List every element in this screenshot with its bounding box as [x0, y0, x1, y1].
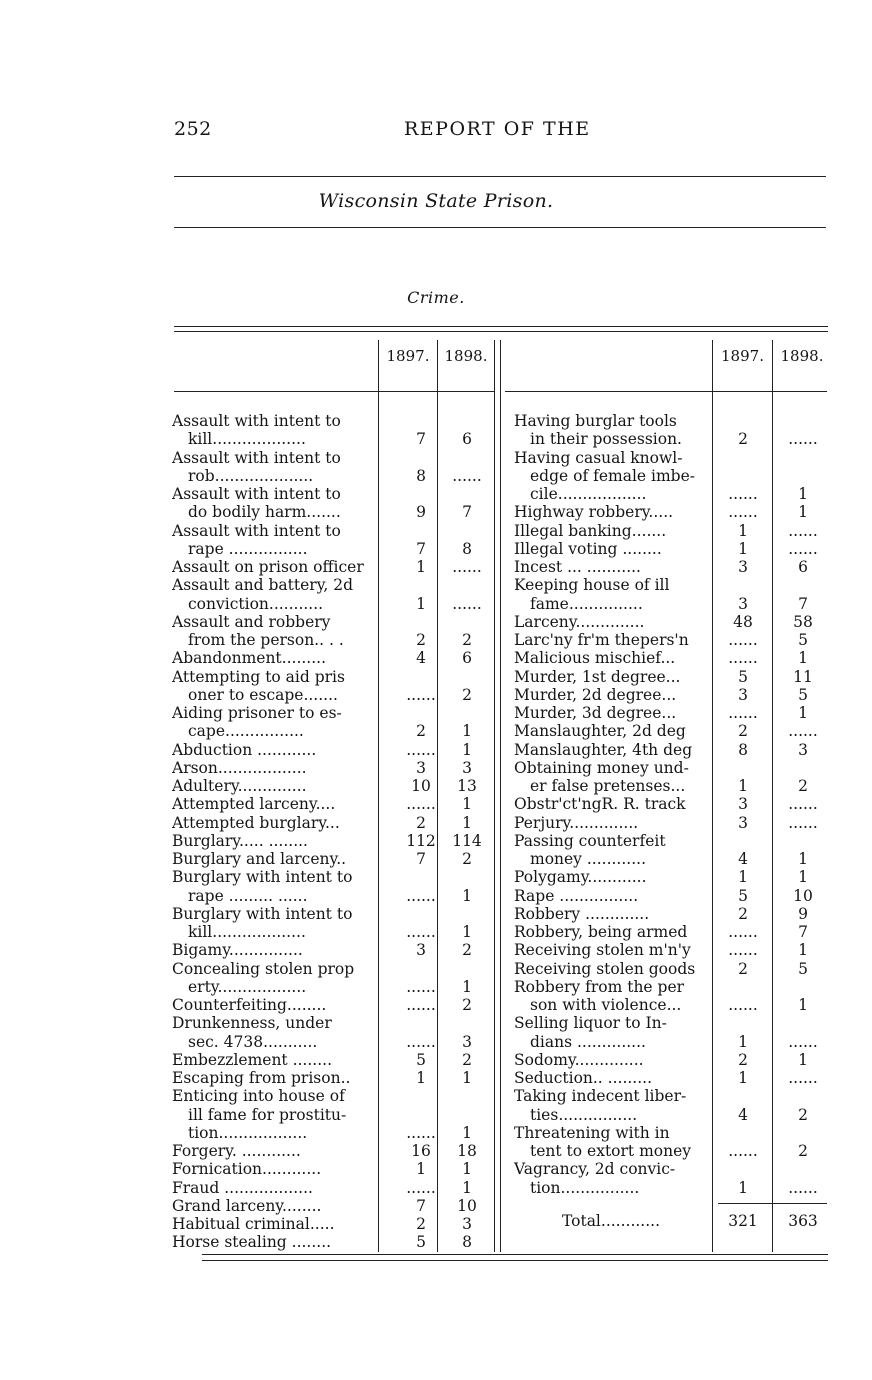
crime-label: Robbery from the per	[514, 977, 685, 996]
count-1897: 1	[738, 521, 748, 540]
count-1897: 7	[416, 850, 426, 868]
count-1898: 13	[457, 777, 477, 795]
count-1898: 2	[462, 685, 472, 704]
count-1897: ......	[728, 631, 758, 649]
count-1897: 48	[733, 612, 753, 631]
crime-label: ill fame for prostitu-	[188, 1105, 347, 1124]
count-1898	[776, 759, 830, 777]
total-label: Total............	[562, 1212, 661, 1230]
count-1898: 2	[462, 996, 472, 1014]
count-1898	[776, 1160, 830, 1178]
count-1897	[716, 832, 770, 850]
count-1897: 7	[416, 1196, 426, 1215]
count-1898: 3	[462, 758, 472, 777]
count-1898: 8	[462, 1233, 472, 1252]
count-1897	[716, 467, 770, 485]
count-1897: ......	[406, 996, 436, 1014]
crime-label: Escaping from prison..	[172, 1069, 351, 1087]
count-1898: 3	[462, 1215, 472, 1233]
crime-label: Bigamy...............	[172, 941, 303, 960]
count-1898	[442, 485, 492, 503]
count-1897: 16	[411, 1142, 431, 1160]
crime-label: Threatening with in	[514, 1123, 670, 1142]
count-1898: 1	[798, 996, 808, 1014]
crime-label: son with violence...	[530, 996, 682, 1014]
count-1897: 2	[416, 631, 426, 649]
count-1897: 3	[738, 558, 748, 576]
crime-label: kill...................	[188, 923, 306, 941]
count-1897: ......	[406, 740, 436, 759]
count-1898: 2	[462, 1050, 472, 1069]
count-1897: ......	[728, 941, 758, 960]
crime-label: Burglary with intent to	[172, 868, 353, 887]
crime-label: erty..................	[188, 977, 307, 996]
count-1898: 10	[793, 886, 813, 905]
count-1897: ......	[406, 1178, 436, 1197]
crime-label: Assault and robbery	[172, 612, 331, 631]
crime-label: Robbery .............	[514, 904, 650, 923]
count-1898: 6	[462, 649, 472, 668]
page-number: 252	[174, 118, 212, 140]
count-1897: 3	[416, 758, 426, 777]
count-1897: ......	[406, 923, 436, 941]
count-1897: 5	[738, 886, 748, 905]
crime-label: Receiving stolen m'n'y	[514, 941, 691, 960]
count-1898: 2	[798, 1142, 808, 1160]
crime-label: Arson..................	[172, 758, 307, 777]
count-1897: 8	[738, 740, 748, 759]
count-1898: 1	[462, 1160, 472, 1179]
crime-label: Assault with intent to	[172, 448, 341, 467]
count-1897: 5	[416, 1050, 426, 1069]
count-1897: 2	[738, 430, 748, 449]
count-1897	[716, 1160, 770, 1178]
count-1898: ......	[788, 722, 818, 741]
count-1898: 2	[798, 1105, 808, 1124]
crime-label: Horse stealing ........	[172, 1233, 332, 1252]
count-1897: 1	[738, 868, 748, 887]
count-1897: 1	[738, 539, 748, 558]
crime-label: edge of female imbe-	[530, 466, 696, 485]
count-1897: 5	[738, 667, 748, 686]
count-1898: 7	[462, 503, 472, 522]
count-1897: 5	[416, 1233, 426, 1252]
count-1898	[442, 613, 492, 631]
table-bottom-rule-2	[202, 1260, 828, 1261]
count-1897: ......	[406, 977, 436, 996]
crime-label: Burglary and larceny..	[172, 850, 347, 868]
count-1898: ......	[788, 521, 818, 540]
crime-label: Manslaughter, 4th deg	[514, 740, 693, 759]
count-1898: 1	[462, 886, 472, 905]
count-1898	[442, 960, 492, 978]
count-1897: 3	[416, 941, 426, 960]
crime-label: in their possession.	[530, 430, 682, 449]
count-1898: 6	[462, 430, 472, 449]
count-1898	[776, 467, 830, 485]
count-1897: 1	[738, 1069, 748, 1087]
count-1897: 2	[416, 1215, 426, 1233]
count-1897: ......	[728, 1142, 758, 1160]
count-1897: ......	[728, 649, 758, 668]
count-1898: 1	[462, 1069, 472, 1087]
count-1897: ......	[728, 704, 758, 722]
count-1898: ......	[788, 1032, 818, 1051]
header-left-1897: 1897.	[386, 347, 430, 365]
header-right-1897: 1897.	[721, 347, 764, 365]
crime-label: do bodily harm.......	[188, 503, 341, 522]
crime-label: Habitual criminal.....	[172, 1215, 335, 1233]
crime-label: cape................	[188, 722, 304, 741]
count-1898: 1	[798, 868, 808, 887]
header-left-1898: 1898.	[444, 347, 488, 365]
count-1897: 1	[416, 594, 426, 613]
column-divider	[378, 340, 379, 1252]
total-1897: 321	[728, 1212, 758, 1230]
count-1898: 1	[798, 850, 808, 868]
count-1898	[442, 1106, 492, 1124]
crime-label: Robbery, being armed	[514, 923, 688, 941]
count-1897: 9	[416, 503, 426, 522]
count-1898	[776, 1087, 830, 1105]
table-bottom-rule	[202, 1254, 828, 1255]
crime-label: Aiding prisoner to es-	[172, 704, 342, 722]
count-1897: 2	[738, 1050, 748, 1069]
count-1897: 1	[416, 1160, 426, 1179]
count-1898: 1	[798, 1050, 808, 1069]
count-1898: 1	[798, 649, 808, 668]
count-1898: 1	[798, 941, 808, 960]
count-1898: ......	[788, 430, 818, 449]
count-1898: 5	[798, 685, 808, 704]
count-1897: 1	[738, 777, 748, 795]
count-1897: ......	[406, 1032, 436, 1051]
count-1897: 1	[738, 1032, 748, 1051]
count-1898: ......	[788, 795, 818, 814]
count-1898: 7	[798, 923, 808, 941]
count-1898: ......	[452, 558, 482, 576]
crime-label: cile..................	[530, 485, 647, 503]
count-1898: ......	[788, 539, 818, 558]
count-1898	[776, 1124, 830, 1142]
crime-label: Assault with intent to	[172, 521, 341, 540]
count-1898	[442, 412, 492, 430]
crime-label: Vagrancy, 2d convic-	[514, 1160, 676, 1179]
count-1898: 1	[462, 1178, 472, 1197]
crime-label: Assault and battery, 2d	[172, 576, 354, 595]
count-1898: 1	[462, 1123, 472, 1142]
crime-label: Forgery. ............	[172, 1142, 301, 1160]
header-bottom-rule-right	[505, 391, 827, 392]
crime-label: Murder, 2d degree...	[514, 685, 677, 704]
count-1898	[442, 576, 492, 594]
crime-label: Enticing into house of	[172, 1087, 345, 1106]
count-1897	[716, 1014, 770, 1032]
count-1898: ......	[452, 466, 482, 485]
count-1897: 4	[416, 649, 426, 668]
crime-label: money ............	[530, 850, 646, 868]
crime-label: Taking indecent liber-	[514, 1087, 687, 1106]
crime-label: Adultery..............	[172, 777, 307, 795]
crime-label: Manslaughter, 2d deg	[514, 722, 686, 741]
crime-label: Seduction.. .........	[514, 1069, 653, 1087]
header-rule	[174, 176, 826, 177]
crime-label: Larc'ny fr'm thepers'n	[514, 631, 689, 649]
count-1897: 10	[411, 777, 431, 795]
crime-label: Abduction ............	[172, 740, 317, 759]
crime-label: fame...............	[530, 594, 643, 613]
crime-label: tion..................	[188, 1123, 308, 1142]
crime-label: Murder, 3d degree...	[514, 704, 677, 722]
count-1898: 2	[798, 777, 808, 795]
count-1898: 114	[452, 831, 482, 850]
crime-label: Sodomy..............	[514, 1050, 644, 1069]
count-1897	[716, 1087, 770, 1105]
crime-label: kill...................	[188, 430, 306, 449]
crime-label: Illegal banking.......	[514, 521, 667, 540]
column-divider	[772, 340, 773, 1252]
count-1897: 7	[416, 539, 426, 558]
count-1897: 4	[738, 1105, 748, 1124]
crime-label: Fraud ..................	[172, 1178, 313, 1197]
count-1897	[716, 576, 770, 594]
crime-label: Attempted larceny....	[172, 795, 336, 814]
table-top-rule-2	[174, 331, 828, 332]
table-title: Crime.	[407, 288, 465, 307]
count-1897	[716, 978, 770, 996]
crime-label: Illegal voting ........	[514, 539, 662, 558]
count-1898: 1	[462, 923, 472, 941]
count-1897: 1	[738, 1178, 748, 1197]
count-1898: 1	[462, 722, 472, 741]
count-1897: ......	[728, 923, 758, 941]
header-bottom-rule-left	[174, 391, 494, 392]
crime-label: er false pretenses...	[530, 777, 686, 795]
count-1898: 1	[798, 485, 808, 503]
count-1898	[442, 1014, 492, 1032]
count-1897: ......	[728, 485, 758, 503]
count-1897: 2	[738, 904, 748, 923]
count-1898: 1	[798, 704, 808, 722]
crime-label: Rape ................	[514, 886, 639, 905]
crime-label: Incest ... ...........	[514, 558, 641, 576]
count-1898: 2	[462, 631, 472, 649]
column-divider	[712, 340, 713, 1252]
count-1898: 2	[462, 941, 472, 960]
crime-label: Larceny..............	[514, 612, 645, 631]
count-1898	[442, 868, 492, 886]
column-divider	[500, 340, 501, 1252]
count-1897: 7	[416, 430, 426, 449]
crime-label: Assault with intent to	[172, 485, 341, 503]
count-1898	[442, 522, 492, 540]
count-1897: 1	[416, 1069, 426, 1087]
crime-label: rape ......... ......	[188, 886, 308, 905]
count-1898	[776, 832, 830, 850]
count-1897: ......	[406, 685, 436, 704]
crime-label: Fornication............	[172, 1160, 322, 1179]
running-head: REPORT OF THE	[404, 118, 591, 140]
count-1897: ......	[406, 795, 436, 814]
count-1897: ......	[406, 1123, 436, 1142]
count-1897: 2	[738, 959, 748, 978]
left-crime-labels	[172, 412, 377, 1252]
count-1897: 2	[416, 813, 426, 832]
count-1898: 10	[457, 1196, 477, 1215]
crime-label: rape ................	[188, 539, 308, 558]
crime-label: Drunkenness, under	[172, 1014, 332, 1033]
count-1897	[716, 412, 770, 430]
crime-label: Obtaining money und-	[514, 758, 689, 777]
crime-label: Obstr'ct'ngR. R. track	[514, 795, 686, 814]
right-1898-values	[776, 412, 830, 1197]
crime-label: oner to escape.......	[188, 685, 338, 704]
crime-label: Perjury..............	[514, 813, 639, 832]
count-1897: 3	[738, 795, 748, 814]
count-1898: 9	[798, 904, 808, 923]
count-1898	[776, 1014, 830, 1032]
crime-label: Embezzlement ........	[172, 1050, 332, 1069]
count-1898: 1	[462, 795, 472, 814]
count-1897: 3	[738, 685, 748, 704]
count-1898: 58	[793, 612, 813, 631]
count-1897: 3	[738, 594, 748, 613]
count-1898: ......	[452, 594, 482, 613]
crime-label: Assault with intent to	[172, 412, 341, 430]
count-1898	[442, 668, 492, 686]
crime-label: Having burglar tools	[514, 412, 677, 430]
crime-label: Receiving stolen goods	[514, 959, 696, 978]
count-1897: ......	[406, 886, 436, 905]
count-1898: 7	[798, 594, 808, 613]
count-1897: 4	[738, 850, 748, 868]
count-1898	[776, 576, 830, 594]
crime-label: tent to extort money	[530, 1142, 692, 1160]
count-1898: 1	[462, 813, 472, 832]
count-1898: 18	[457, 1142, 477, 1160]
column-divider	[494, 340, 495, 1252]
crime-label: Having casual knowl-	[514, 448, 683, 467]
crime-label: Malicious mischief...	[514, 649, 676, 668]
table-top-rule	[174, 326, 828, 327]
count-1897: 3	[738, 813, 748, 832]
right-1897-values	[716, 412, 770, 1197]
count-1898	[442, 704, 492, 722]
right-crime-labels	[514, 412, 712, 1197]
count-1898	[442, 449, 492, 467]
count-1898	[442, 905, 492, 923]
count-1898: 11	[793, 667, 813, 686]
crime-label: Highway robbery.....	[514, 503, 674, 522]
subtitle-rule	[174, 227, 826, 228]
count-1898: ......	[788, 813, 818, 832]
count-1897: 1	[416, 558, 426, 576]
count-1898	[442, 1087, 492, 1105]
count-1897	[716, 1124, 770, 1142]
count-1897: 112	[406, 831, 436, 850]
count-1897: 8	[416, 466, 426, 485]
count-1898: 3	[798, 740, 808, 759]
crime-label: Polygamy............	[514, 868, 647, 887]
count-1898: 3	[462, 1032, 472, 1051]
count-1897	[716, 759, 770, 777]
crime-label: Burglary with intent to	[172, 904, 353, 923]
count-1898	[776, 978, 830, 996]
header-right-1898: 1898.	[780, 347, 824, 365]
crime-label: Keeping house of ill	[514, 576, 670, 595]
crime-label: Selling liquor to In-	[514, 1014, 667, 1033]
crime-label: conviction...........	[188, 594, 324, 613]
crime-label: Abandonment.........	[172, 649, 327, 668]
left-1898-values	[442, 412, 492, 1252]
count-1898: 1	[462, 977, 472, 996]
count-1898: 5	[798, 631, 808, 649]
crime-label: Concealing stolen prop	[172, 959, 355, 978]
count-1898: ......	[788, 1069, 818, 1087]
count-1898: 6	[798, 558, 808, 576]
crime-label: sec. 4738...........	[188, 1032, 318, 1051]
crime-label: Murder, 1st degree...	[514, 667, 681, 686]
crime-label: Assault on prison officer	[172, 558, 364, 576]
crime-label: ties................	[530, 1105, 638, 1124]
crime-label: rob....................	[188, 466, 314, 485]
count-1897: 2	[416, 722, 426, 741]
count-1898: 8	[462, 539, 472, 558]
count-1898: 2	[462, 850, 472, 868]
crime-label: dians ..............	[530, 1032, 646, 1051]
count-1898: 1	[462, 740, 472, 759]
count-1898: 5	[798, 959, 808, 978]
count-1897	[716, 449, 770, 467]
total-1898: 363	[788, 1212, 818, 1230]
crime-label: from the person.. . .	[188, 631, 344, 649]
crime-label: Attempting to aid pris	[172, 667, 345, 686]
count-1897: ......	[728, 996, 758, 1014]
count-1898	[776, 449, 830, 467]
crime-label: Attempted burglary...	[172, 813, 340, 832]
crime-label: Burglary..... ........	[172, 831, 308, 850]
crime-label: Passing counterfeit	[514, 831, 666, 850]
crime-label: Grand larceny........	[172, 1196, 322, 1215]
count-1898	[776, 412, 830, 430]
section-subtitle: Wisconsin State Prison.	[318, 190, 554, 212]
crime-label: Counterfeiting........	[172, 996, 327, 1014]
count-1897: ......	[728, 503, 758, 522]
count-1898: ......	[788, 1178, 818, 1197]
count-1898: 1	[798, 503, 808, 522]
count-1897: 2	[738, 722, 748, 741]
crime-label: tion................	[530, 1178, 640, 1197]
